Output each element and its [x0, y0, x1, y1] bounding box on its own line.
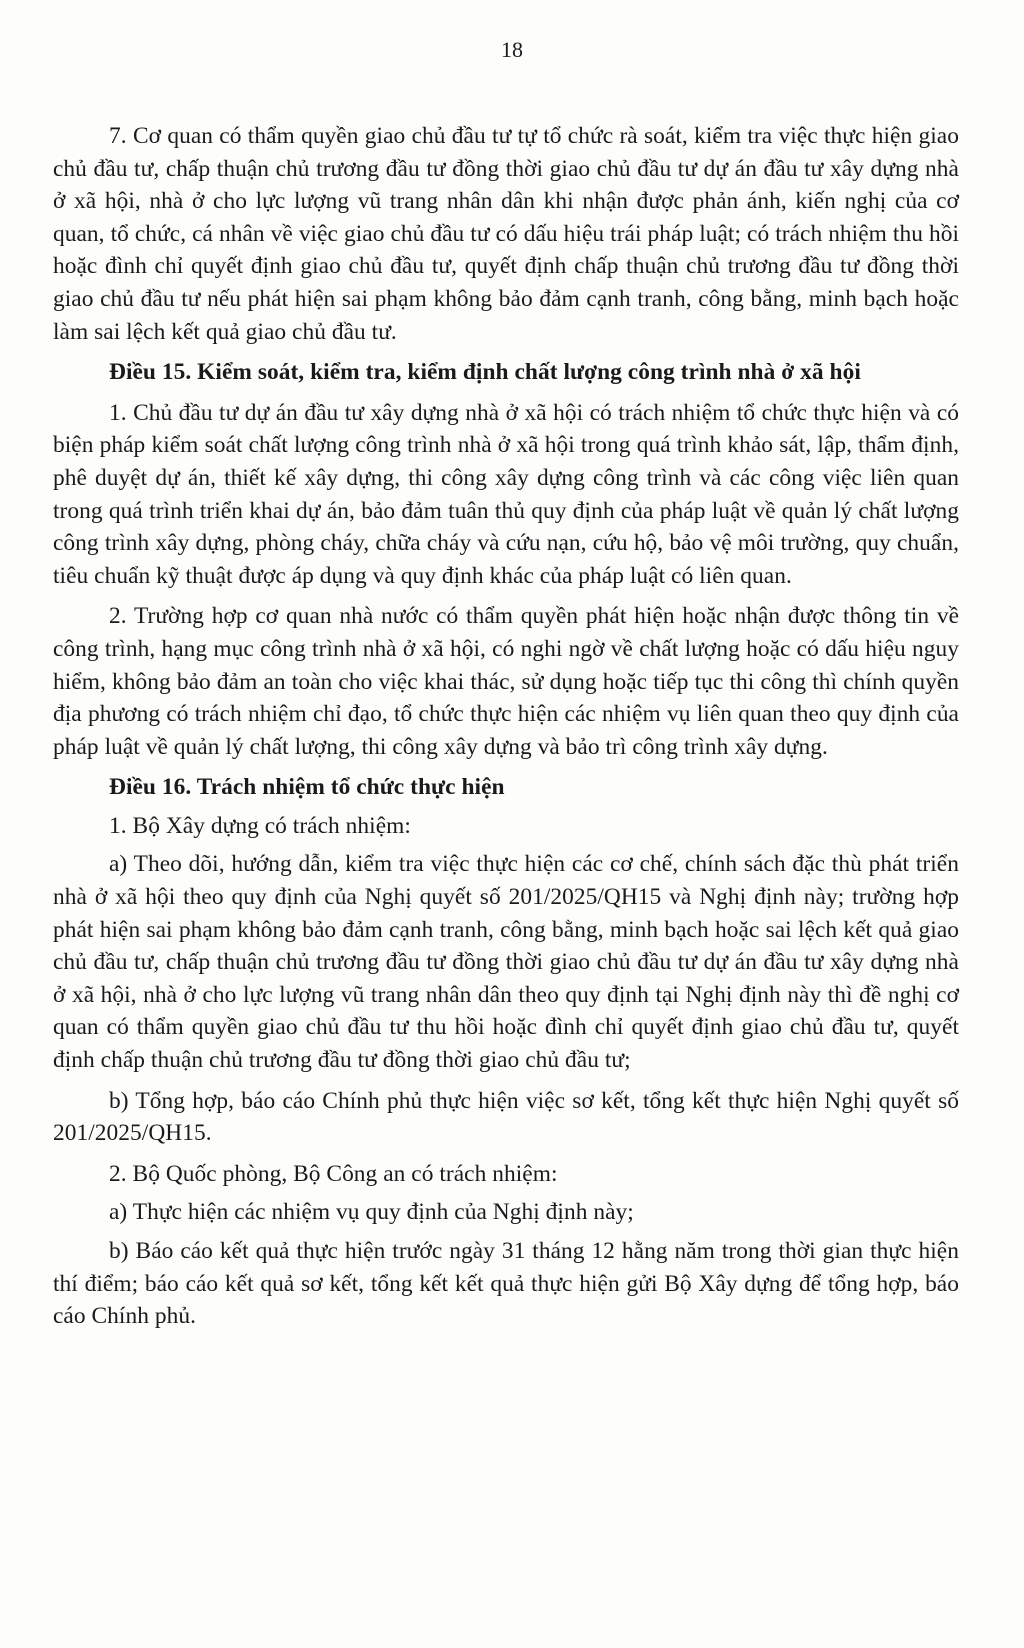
article-16-clause-2-point-a: a) Thực hiện các nhiệm vụ quy định của Nghị định này; [109, 1199, 634, 1226]
article-16-heading: Điều 16. Trách nhiệm tổ chức thực hiện [109, 774, 505, 801]
article-16-clause-1-point-a: a) Theo dõi, hướng dẫn, kiểm tra việc thực hiện các cơ chế, chính sách đặc thù phát triển nhà ở xã hội theo quy định của Nghị quyết số 201/2025/QH15 và Nghị định này; trường hợp phát hiện sai phạm không bảo đảm cạnh tranh, công bằng, minh bạch hoặc sai lệch kết quả giao chủ đầu tư, chấp thuận chủ trương đầu tư đồng thời giao chủ đầu tư dự án đầu tư xây dựng nhà ở xã hội, nhà ở cho lực lượng vũ trang nhân dân theo quy định tại Nghị định này thì đề nghị cơ quan có thẩm quyền giao chủ đầu tư thu hồi hoặc đình chỉ quyết định giao chủ đầu tư, quyết định chấp thuận chủ trương đầu tư đồng thời giao chủ đầu tư; [53, 851, 959, 1074]
article-15-clause-1: 1. Chủ đầu tư dự án đầu tư xây dựng nhà ở xã hội có trách nhiệm tổ chức thực hiện và có biện pháp kiểm soát chất lượng công trình nhà ở xã hội trong quá trình khảo sát, lập, thẩm định, phê duyệt dự án, thiết kế xây dựng, thi công xây dựng công trình và các công việc liên quan trong quá trình triển khai dự án, bảo đảm tuân thủ quy định của pháp luật về quản lý chất lượng công trình xây dựng, phòng cháy, chữa cháy và cứu nạn, cứu hộ, bảo vệ môi trường, quy chuẩn, tiêu chuẩn kỹ thuật được áp dụng và quy định khác của pháp luật có liên quan. [53, 399, 959, 589]
article-16-clause-2-point-b: b) Báo cáo kết quả thực hiện trước ngày 31 tháng 12 hằng năm trong thời gian thực hiện thí điểm; báo cáo kết quả sơ kết, tổng kết kết quả thực hiện gửi Bộ Xây dựng để tổng hợp, báo cáo Chính phủ. [53, 1238, 959, 1330]
article-16-clause-1: 1. Bộ Xây dựng có trách nhiệm: [109, 812, 411, 839]
article-15-clause-2: 2. Trường hợp cơ quan nhà nước có thẩm quyền phát hiện hoặc nhận được thông tin về công trình, hạng mục công trình nhà ở xã hội, có nghi ngờ về chất lượng hoặc có dấu hiệu nguy hiểm, không bảo đảm an toàn cho việc khai thác, sử dụng hoặc tiếp tục thi công thì chính quyền địa phương có trách nhiệm chỉ đạo, tổ chức thực hiện các nhiệm vụ liên quan theo quy định của pháp luật về quản lý chất lượng, thi công xây dựng và bảo trì công trình xây dựng. [53, 603, 959, 760]
clause-7-paragraph: 7. Cơ quan có thẩm quyền giao chủ đầu tư tự tổ chức rà soát, kiểm tra việc thực hiện giao chủ đầu tư, chấp thuận chủ trương đầu tư đồng thời giao chủ đầu tư dự án đầu tư xây dựng nhà ở xã hội, nhà ở cho lực lượng vũ trang nhân dân khi nhận được phản ánh, kiến nghị của cơ quan, tổ chức, cá nhân về việc giao chủ đầu tư có dấu hiệu trái pháp luật; có trách nhiệm thu hồi hoặc đình chỉ quyết định giao chủ đầu tư, quyết định chấp thuận chủ trương đầu tư đồng thời giao chủ đầu tư nếu phát hiện sai phạm không bảo đảm cạnh tranh, công bằng, minh bạch hoặc làm sai lệch kết quả giao chủ đầu tư. [53, 123, 959, 345]
page-number: 18 [501, 37, 523, 62]
document-body [53, 120, 959, 1341]
article-16-clause-1-point-b: b) Tổng hợp, báo cáo Chính phủ thực hiện việc sơ kết, tổng kết thực hiện Nghị quyết số 201/2025/QH15. [53, 1087, 959, 1147]
article-15-heading: Điều 15. Kiểm soát, kiểm tra, kiểm định chất lượng công trình nhà ở xã hội [109, 359, 861, 386]
article-16-clause-2: 2. Bộ Quốc phòng, Bộ Công an có trách nhiệm: [109, 1160, 558, 1187]
